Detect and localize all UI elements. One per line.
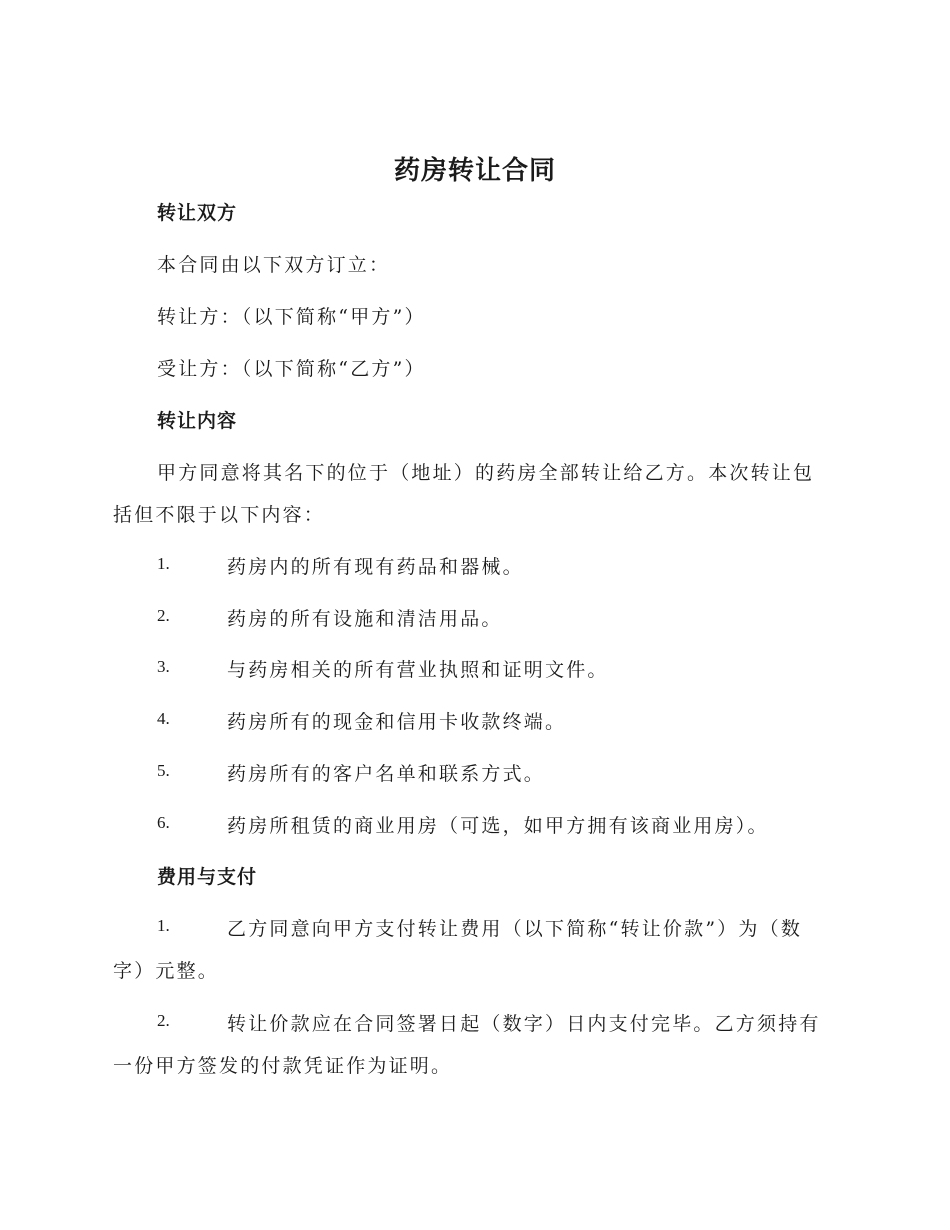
payment-clause-number: 1. xyxy=(157,916,170,935)
page-title: 药房转让合同 xyxy=(393,156,556,186)
section-heading-payment: 费用与支付 xyxy=(157,866,258,888)
list-item-number: 2. xyxy=(157,606,170,625)
list-item-number: 3. xyxy=(157,657,170,676)
list-item-number: 4. xyxy=(157,709,170,728)
list-item-text: 药房所有的现金和信用卡收款终端。 xyxy=(227,711,567,733)
list-item-number: 6. xyxy=(157,813,170,832)
list-item-text: 与药房相关的所有营业执照和证明文件。 xyxy=(227,659,609,681)
list-item-text: 药房所有的客户名单和联系方式。 xyxy=(227,763,546,785)
payment-clause-text-line1: 转让价款应在合同签署日起（数字）日内支付完毕。乙方须持有 xyxy=(227,1013,821,1035)
list-item-number: 5. xyxy=(157,761,170,780)
list-item-text: 药房的所有设施和清洁用品。 xyxy=(227,608,503,630)
content-paragraph-line2: 括但不限于以下内容： xyxy=(113,504,326,526)
party-b-line: 受让方：（以下简称“乙方”） xyxy=(157,358,426,380)
list-item-text: 药房内的所有现有药品和器械。 xyxy=(227,556,524,578)
party-a-line: 转让方：（以下简称“甲方”） xyxy=(157,306,426,328)
section-heading-content: 转让内容 xyxy=(157,410,238,432)
list-item-number: 1. xyxy=(157,554,170,573)
payment-clause-number: 2. xyxy=(157,1011,170,1030)
payment-clause-text-line2: 字）元整。 xyxy=(113,960,220,982)
content-paragraph-line1: 甲方同意将其名下的位于（地址）的药房全部转让给乙方。本次转让包 xyxy=(157,462,815,484)
parties-intro: 本合同由以下双方订立： xyxy=(157,254,391,276)
list-item-text: 药房所租赁的商业用房（可选，如甲方拥有该商业用房）。 xyxy=(227,815,769,837)
payment-clause-text-line2: 一份甲方签发的付款凭证作为证明。 xyxy=(113,1055,453,1077)
section-heading-parties: 转让双方 xyxy=(157,202,238,224)
payment-clause-text-line1: 乙方同意向甲方支付转让费用（以下简称“转让价款”）为（数 xyxy=(227,918,803,940)
